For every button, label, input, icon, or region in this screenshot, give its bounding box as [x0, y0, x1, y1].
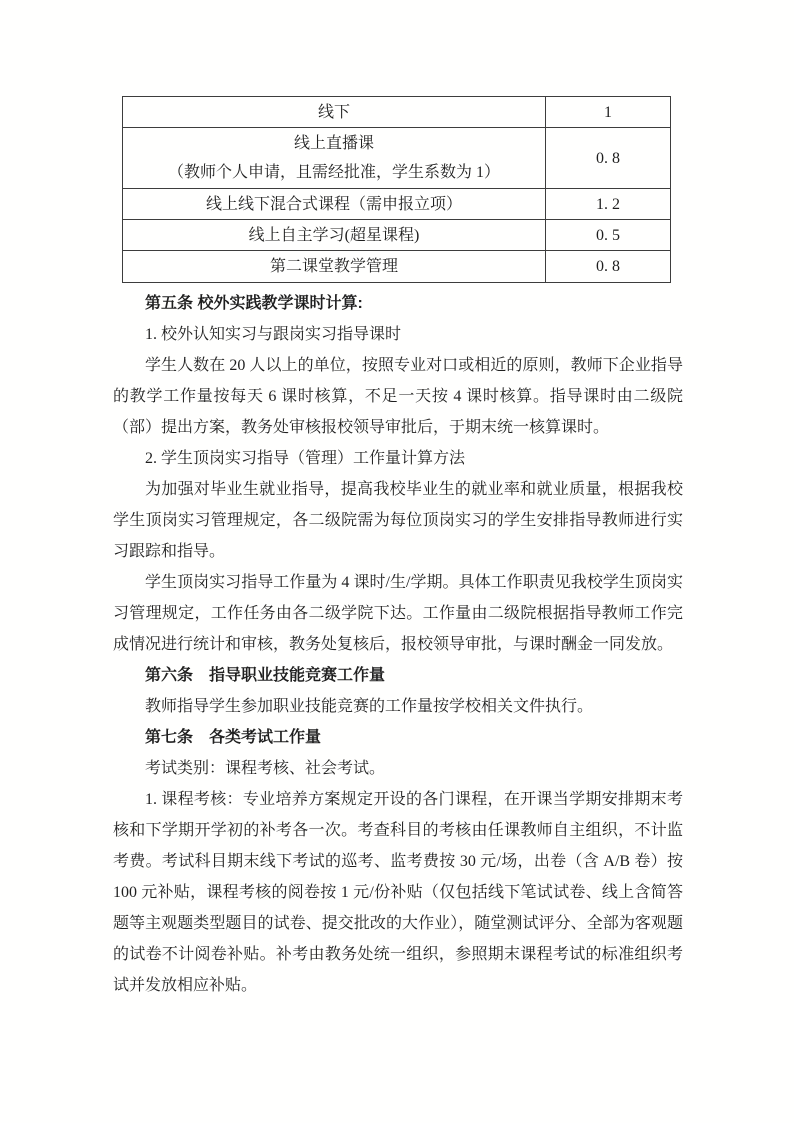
- course-type-line1: 线上直播课: [293, 135, 374, 152]
- article6-body: 教师指导学生参加职业技能竞赛的工作量按学校相关文件执行。: [145, 698, 594, 715]
- table-row: [123, 189, 671, 220]
- coefficient-cell: 0. 8: [546, 251, 671, 283]
- course-type-cell: 线下: [123, 97, 546, 128]
- article5-item2-body1: 为加强对毕业生就业指导，提高我校毕业生的就业率和就业质量，根据我校学生顶岗实习管理规定，各二级院需为每位顶岗实习的学生安排指导教师进行实习跟踪和指导。: [113, 481, 683, 560]
- article7-body2: 1. 课程考核：专业培养方案规定开设的各门课程，在开课当学期安排期末考核和下学期开学初的补考各一次。考查科目的考核由任课教师自主组织，不计监考费。考试科目期末线下考试的巡考、监考费按 30 元/场，出卷（含 A/B 卷）按 100 元补贴，课程考核的阅卷按 1 元/份补贴（仅包括线下笔试试卷、线上含简答题等主观题类型题目的试卷、提交批改的大作业），随堂测试评分、全部为客观题的试卷不计阅卷补贴。补考由教务处统一组织，参照期末课程考试的标准组织考试并发放相应补贴。: [113, 791, 683, 994]
- article5-item1-title: 1. 校外认知实习与跟岗实习指导课时: [145, 326, 402, 343]
- article5-heading: 第五条 校外实践教学课时计算:: [145, 295, 363, 312]
- article6-heading: 第六条 指导职业技能竞赛工作量: [145, 667, 386, 684]
- article5-item1-body: 学生人数在 20 人以上的单位，按照专业对口或相近的原则，教师下企业指导的教学工作量按每天 6 课时核算，不足一天按 4 课时核算。指导课时由二级院（部）提出方案，教务处审核报校领导审批后，于期末统一核算课时。: [113, 357, 683, 436]
- course-type-cell: [123, 128, 546, 189]
- course-type-cell: 线上自主学习(超星课程): [123, 220, 546, 251]
- course-type-line2: （教师个人申请，且需经批准，学生系数为 1）: [167, 164, 500, 181]
- course-coefficient-table: [122, 96, 671, 283]
- course-type-cell: 第二课堂教学管理: [123, 251, 546, 283]
- coefficient-cell: 0. 8: [546, 128, 671, 189]
- table-row: [123, 128, 671, 189]
- table-row: [123, 220, 671, 251]
- articles-text: [113, 288, 683, 1001]
- article5-item2-title: 2. 学生顶岗实习指导（管理）工作量计算方法: [145, 450, 466, 467]
- table-row: [123, 97, 671, 128]
- article7-body1: 考试类别：课程考核、社会考试。: [145, 760, 386, 777]
- article5-item2-body2: 学生顶岗实习指导工作量为 4 课时/生/学期。具体工作职责见我校学生顶岗实习管理规定，工作任务由各二级学院下达。工作量由二级院根据指导教师工作完成情况进行统计和审核，教务处复核后，报校领导审批，与课时酬金一同发放。: [113, 574, 683, 653]
- course-type-cell: 线上线下混合式课程（需申报立项）: [123, 189, 546, 220]
- article7-heading: 第七条 各类考试工作量: [145, 729, 322, 746]
- coefficient-cell: 1: [546, 97, 671, 128]
- coefficient-cell: 0. 5: [546, 220, 671, 251]
- coefficient-cell: 1. 2: [546, 189, 671, 220]
- document-body: [113, 96, 683, 1001]
- table-row: [123, 251, 671, 283]
